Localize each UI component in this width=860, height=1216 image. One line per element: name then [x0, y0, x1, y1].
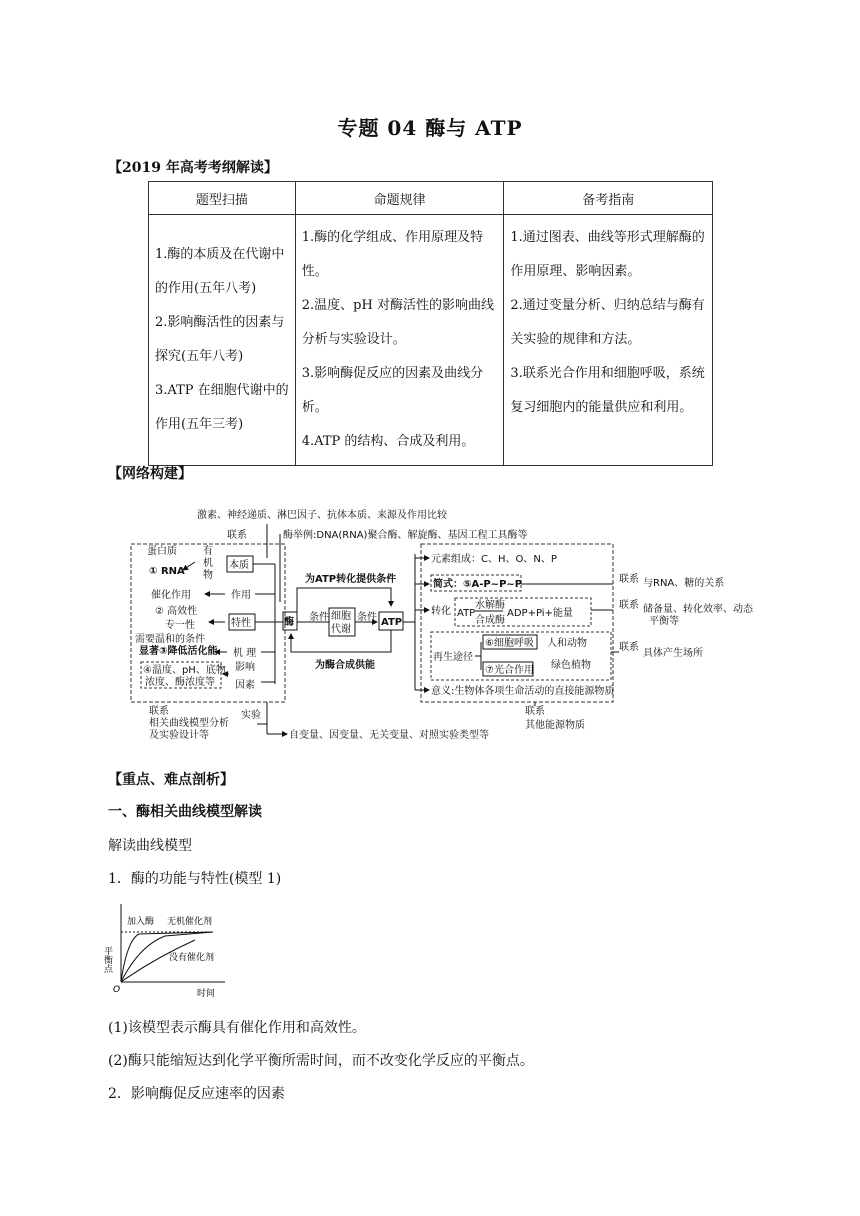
- yuansu-label: 元素组成：C、H、O、N、P: [431, 554, 557, 565]
- bottom-left-b: 及实验设计等: [149, 730, 209, 741]
- lianxi-bottom: 联系: [149, 706, 169, 717]
- label-none: 没有催化剂: [169, 953, 215, 963]
- page-title: 专题 04 酶与 ATP: [337, 116, 523, 140]
- youji-2: 机: [203, 558, 213, 569]
- table-cell: [504, 215, 713, 466]
- tiaojian-right: 条件: [357, 612, 377, 623]
- yingxiang-1: 影: [235, 662, 245, 673]
- lianxi-r3: 联系: [619, 642, 639, 653]
- lianxi-bottom-right: 联系: [525, 706, 545, 717]
- atp-box: ATP: [381, 617, 403, 628]
- youji-1: 有: [203, 546, 213, 557]
- bottom-left-a: 相关曲线模型分析: [149, 718, 229, 729]
- table-cell: [295, 215, 504, 466]
- zhuanhua-label: 转化: [431, 606, 451, 617]
- hechengmei-label: 合成酶: [475, 615, 505, 626]
- zaisheng-label: 再生途径: [433, 652, 473, 663]
- benzhi-box: 本质: [229, 560, 249, 571]
- cell-line: 3.联系光合作用和细胞呼吸，系统复习细胞内的能量供应和利用。: [510, 366, 705, 415]
- network-heading: 【网络构建】: [108, 466, 192, 482]
- cell-line: 2.温度、pH 对酶活性的影响曲线分析与实验设计。: [301, 298, 494, 347]
- jianshi-label: 简式：⑤A-P~P~P: [433, 579, 523, 590]
- section-heading: 一、酶相关曲线模型解读: [108, 804, 262, 820]
- atp-cond-label: 为ATP转化提供条件: [305, 574, 397, 585]
- cell-line: 1.通过图表、曲线等形式理解酶的作用原理、影响因素。: [510, 230, 705, 279]
- right-frame: [421, 544, 613, 702]
- table-cell: [149, 215, 296, 466]
- lvse-label: 绿色植物: [551, 660, 591, 671]
- daixie-label: 代谢: [331, 624, 351, 635]
- cell-line: 2.影响酶活性的因素与探究(五年八考): [155, 315, 285, 364]
- r3-label: 具体产生场所: [643, 648, 703, 659]
- wendu-label: ④温度、pH、底物: [143, 665, 226, 676]
- xianzhu-label: 显著③降低活化能: [139, 646, 218, 657]
- origin-label: O: [113, 985, 121, 995]
- key-heading: 【重点、难点剖析】: [108, 772, 234, 788]
- cell-line: 3.影响酶促反应的因素及曲线分析。: [301, 366, 484, 415]
- cuihua-label: 催化作用: [151, 590, 191, 601]
- yingxiang-4: 素: [245, 680, 255, 691]
- texing-box: 特性: [231, 618, 251, 629]
- wenhe-label: 需要温和的条件: [135, 634, 205, 645]
- lianxi-label: 联系: [227, 530, 247, 541]
- lianxi-r2: 联系: [619, 600, 639, 611]
- cell-line: 4.ATP 的结构、合成及利用。: [301, 434, 475, 449]
- zuoyong-label: 作用: [231, 590, 251, 601]
- point-2: (2)酶只能缩短达到化学平衡所需时间，而不改变化学反应的平衡点。: [108, 1053, 534, 1069]
- bianliang-label: 自变量、因变量、无关变量、对照实验类型等: [289, 730, 489, 741]
- youji-3: 物: [203, 570, 213, 581]
- yingxiang-2: 响: [245, 662, 255, 673]
- x-axis-label: 时间: [197, 989, 216, 999]
- protein-label: 蛋白质: [147, 546, 177, 557]
- cell-line: 3.ATP 在细胞代谢中的作用(五年三考): [155, 383, 289, 432]
- mei-box: 酶: [284, 617, 294, 628]
- label-inorganic: 无机催化剂: [167, 917, 213, 927]
- rna-label: ① RNA: [149, 566, 185, 577]
- gaoxiao-label: ② 高效性: [155, 606, 198, 617]
- jili-label: 机 理: [233, 648, 257, 659]
- syllabus-table: [148, 181, 713, 466]
- zhuanyi-label: 专一性: [165, 620, 195, 631]
- atp-small: ATP: [457, 608, 476, 619]
- top-note: 激素、神经递质、淋巴因子、抗体本质、来源及作用比较: [197, 510, 447, 521]
- guanghe-label: ⑦光合作用: [485, 665, 534, 676]
- yiyi-label: 意义:生物体各项生命活动的直接能源物质: [431, 686, 615, 697]
- curve-graph: [102, 900, 255, 1000]
- rendongwu-label: 人和动物: [547, 638, 587, 649]
- enzyme-examples: 酶举例:DNA(RNA)聚合酶、解旋酶、基因工程工具酶等: [283, 530, 528, 541]
- syllabus-heading: 【2019 年高考考纲解读】: [108, 160, 278, 176]
- concept-diagram: [125, 502, 765, 752]
- xibao-label: 细胞: [331, 611, 351, 622]
- table-header: 题型扫描: [149, 182, 296, 215]
- yingxiang-3: 因: [235, 680, 245, 691]
- table-header-row: [149, 182, 713, 215]
- point-1: (1)该模型表示酶具有催化作用和高效性。: [108, 1020, 366, 1036]
- huxi-label: ⑥细胞呼吸: [485, 638, 534, 649]
- lianxi-r1: 联系: [619, 574, 639, 585]
- adp-label: ADP+Pi+能量: [507, 608, 573, 619]
- mei-gongneng-label: 为酶合成供能: [315, 660, 375, 671]
- subsection-heading: 解读曲线模型: [108, 838, 192, 854]
- item-heading-2: 2．影响酶促反应速率的因素: [108, 1086, 285, 1102]
- r1-label: 与RNA、糖的关系: [643, 578, 725, 589]
- y-axis-label: 平衡点: [102, 946, 112, 973]
- item-heading: 1．酶的功能与特性(模型 1): [108, 871, 282, 887]
- table-row: [149, 215, 713, 466]
- shiyan-label: 实验: [241, 710, 261, 721]
- nongdu-label: 浓度、酶浓度等: [145, 677, 215, 688]
- cell-line: 1.酶的化学组成、作用原理及特性。: [301, 230, 484, 279]
- cell-line: 1.酶的本质及在代谢中的作用(五年八考): [155, 247, 285, 296]
- r2a-label: 储备量、转化效率、动态: [643, 604, 753, 615]
- qita-label: 其他能源物质: [525, 720, 585, 731]
- tiaojian-left: 条件: [309, 612, 329, 623]
- r2b-label: 平衡等: [649, 616, 679, 627]
- table-header: 备考指南: [504, 182, 713, 215]
- label-enzyme: 加入酶: [127, 917, 155, 927]
- shuijiemei-label: 水解酶: [475, 600, 505, 611]
- cell-line: 2.通过变量分析、归纳总结与酶有关实验的规律和方法。: [510, 298, 705, 347]
- table-header: 命题规律: [295, 182, 504, 215]
